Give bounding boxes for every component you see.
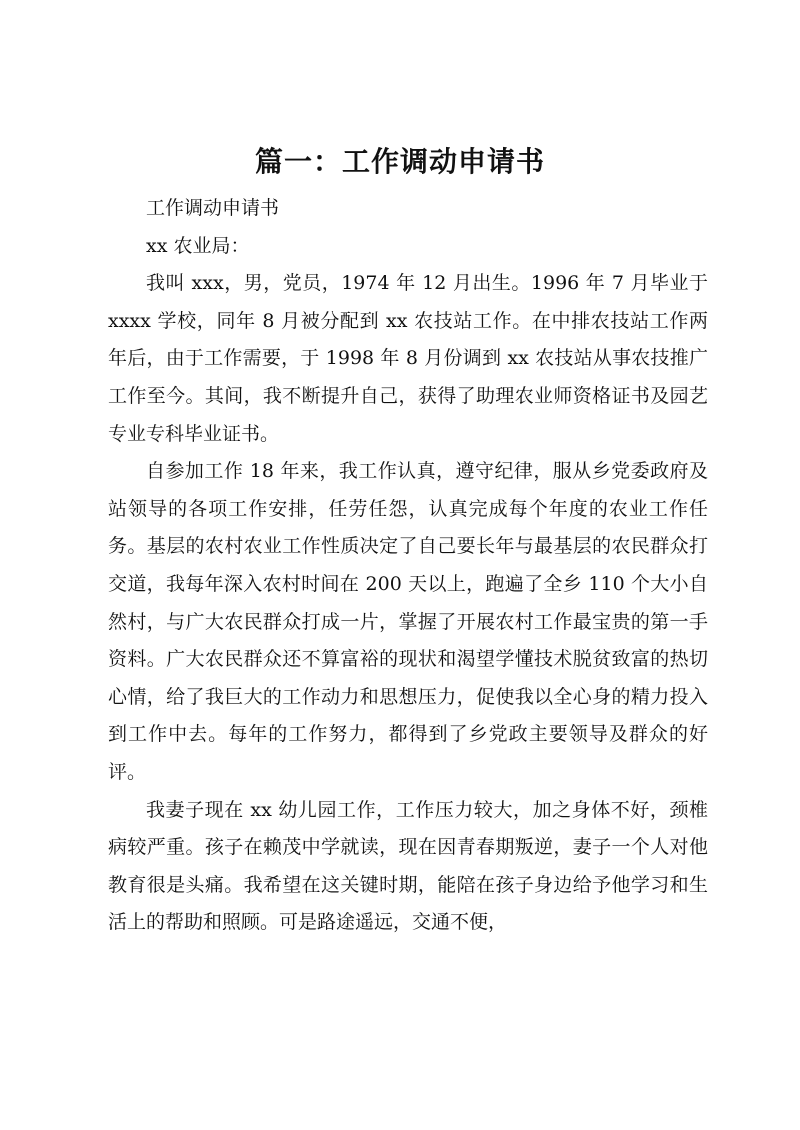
letter-subtitle: 工作调动申请书	[146, 197, 280, 219]
body-paragraph-2: 自参加工作 18 年来，我工作认真，遵守纪律，服从乡党委政府及站领导的各项工作安排，任劳任怨，认真完成每个年度的农业工作任务。基层的农村农业工作性质决定了自己要长年与最基层的农民群众打交道，我每年深入农村时间在 200 天以上，跑遍了全乡 110 个大小自然村，与广大农民群众打成一片，掌握了开展农村工作最宝贵的第一手资料。广大农民群众还不算富裕的现状和渴望学懂技术脱贫致富的热切心情，给了我巨大的工作动力和思想压力，促使我以全心身的精力投入到工作中去。每年的工作努力，都得到了乡党政主要领导及群众的好评。	[108, 460, 708, 783]
body-paragraph-3: 我妻子现在 xx 幼儿园工作，工作压力较大，加之身体不好，颈椎病较严重。孩子在赖茂中学就读，现在因青春期叛逆，妻子一个人对他教育很是头痛。我希望在这关键时期，能陪在孩子身边给予他学习和生活上的帮助和照顾。可是路途遥远，交通不便，	[108, 798, 708, 934]
letter-salutation: xx 农业局：	[146, 234, 250, 257]
body-paragraph-1: 我叫 xxx，男，党员，1974 年 12 月出生。1996 年 7 月毕业于 xxxx 学校，同年 8 月被分配到 xx 农技站工作。在中排农技站工作两年后，由于工作需要，于 1998 年 8 月份调到 xx 农技站从事农技推广工作至今。其间，我不断提升自己，获得了助理农业师资格证书及园艺专业专科毕业证书。	[108, 272, 708, 445]
document-body	[108, 190, 708, 942]
document-title: 篇一：工作调动申请书	[254, 145, 545, 178]
